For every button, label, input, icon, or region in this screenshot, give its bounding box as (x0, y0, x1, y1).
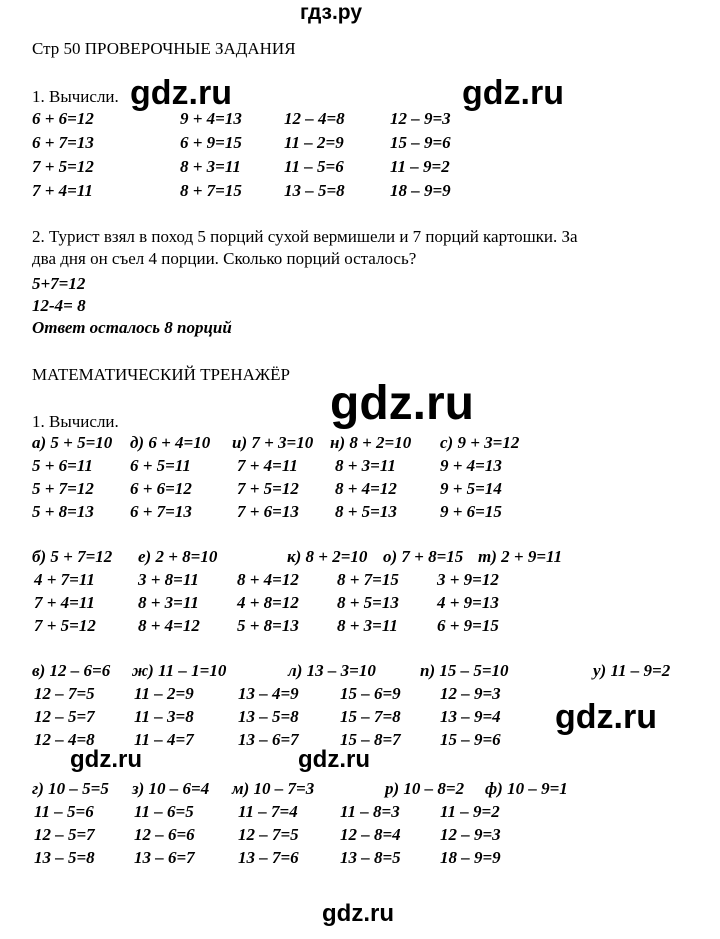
trainer-expression: 8 + 3=11 (138, 593, 199, 612)
trainer-expression-labeled: в) 12 – 6=6 (32, 661, 111, 680)
trainer-expression: 13 – 5=8 (34, 848, 95, 867)
trainer-expression: 5 + 6=11 (32, 456, 93, 475)
trainer-expression: 11 – 5=6 (34, 802, 94, 821)
trainer-expression: 6 + 9=15 (437, 616, 499, 635)
task2-answer: Ответ осталось 8 порций (32, 318, 232, 337)
trainer-expression-labeled: д) 6 + 4=10 (130, 433, 211, 452)
task1-expression: 8 + 7=15 (180, 181, 242, 200)
trainer-expression: 12 – 7=5 (34, 684, 95, 703)
task2-text-line1: 2. Турист взял в поход 5 порций сухой вермишели и 7 порций картошки. За (32, 227, 578, 246)
trainer-expression: 13 – 6=7 (238, 730, 299, 749)
trainer-expression: 12 – 7=5 (238, 825, 299, 844)
trainer-expression: 13 – 4=9 (238, 684, 299, 703)
trainer-expression: 8 + 4=12 (138, 616, 200, 635)
trainer-expression: 11 – 9=2 (440, 802, 500, 821)
trainer-expression: 12 – 8=4 (340, 825, 401, 844)
trainer-expression-labeled: и) 7 + 3=10 (232, 433, 314, 452)
trainer-expression: 12 – 4=8 (34, 730, 95, 749)
task1-label: 1. Вычисли. (32, 87, 119, 106)
task1-expression: 11 – 2=9 (284, 133, 344, 152)
trainer-expression: 3 + 8=11 (138, 570, 199, 589)
task1-expression: 11 – 9=2 (390, 157, 450, 176)
trainer-expression-labeled: г) 10 – 5=5 (32, 779, 109, 798)
trainer-expression: 6 + 5=11 (130, 456, 191, 475)
trainer-expression: 8 + 5=13 (337, 593, 399, 612)
trainer-expression-labeled: л) 13 – 3=10 (288, 661, 376, 680)
trainer-expression: 13 – 7=6 (238, 848, 299, 867)
trainer-expression: 11 – 3=8 (134, 707, 194, 726)
trainer-expression: 13 – 8=5 (340, 848, 401, 867)
trainer-expression: 6 + 7=13 (130, 502, 192, 521)
trainer-expression: 13 – 6=7 (134, 848, 195, 867)
trainer-expression-labeled: п) 15 – 5=10 (420, 661, 509, 680)
trainer-expression-labeled: ж) 11 – 1=10 (132, 661, 227, 680)
trainer-expression-labeled: б) 5 + 7=12 (32, 547, 113, 566)
trainer-expression: 11 – 6=5 (134, 802, 194, 821)
trainer-expression: 8 + 3=11 (335, 456, 396, 475)
section-title-check-tasks: Стр 50 ПРОВЕРОЧНЫЕ ЗАДАНИЯ (32, 39, 296, 58)
trainer-expression-labeled: з) 10 – 6=4 (132, 779, 210, 798)
trainer-expression: 4 + 7=11 (34, 570, 95, 589)
trainer-expression: 3 + 9=12 (437, 570, 499, 589)
task1-expression: 13 – 5=8 (284, 181, 345, 200)
trainer-expression: 4 + 9=13 (437, 593, 499, 612)
trainer-expression: 12 – 5=7 (34, 707, 95, 726)
task1-expression: 7 + 4=11 (32, 181, 93, 200)
task1-expression: 9 + 4=13 (180, 109, 242, 128)
watermark: gdz.ru (298, 746, 370, 773)
trainer-expression: 15 – 6=9 (340, 684, 401, 703)
trainer-expression: 15 – 8=7 (340, 730, 401, 749)
watermark: gdz.ru (462, 74, 564, 112)
trainer-expression-labeled: а) 5 + 5=10 (32, 433, 113, 452)
trainer-expression: 11 – 8=3 (340, 802, 400, 821)
task1-expression: 18 – 9=9 (390, 181, 451, 200)
trainer-expression: 7 + 5=12 (237, 479, 299, 498)
trainer-expression: 13 – 5=8 (238, 707, 299, 726)
trainer-expression-labeled: о) 7 + 8=15 (383, 547, 464, 566)
trainer-expression-labeled: с) 9 + 3=12 (440, 433, 520, 452)
task1-expression: 12 – 9=3 (390, 109, 451, 128)
trainer-expression: 8 + 7=15 (337, 570, 399, 589)
trainer-expression-labeled: к) 8 + 2=10 (287, 547, 368, 566)
trainer-expression: 8 + 4=12 (335, 479, 397, 498)
task1-expression: 8 + 3=11 (180, 157, 241, 176)
trainer-expression: 4 + 8=12 (237, 593, 299, 612)
task1-expression: 6 + 9=15 (180, 133, 242, 152)
task2-text-line2: два дня он съел 4 порции. Сколько порций осталось? (32, 249, 417, 268)
watermark: gdz.ru (130, 74, 232, 112)
trainer-expression: 7 + 5=12 (34, 616, 96, 635)
trainer-expression-labeled: м) 10 – 7=3 (232, 779, 315, 798)
trainer-expression: 9 + 5=14 (440, 479, 502, 498)
task2-step2: 12-4= 8 (32, 296, 86, 315)
watermark: gdz.ru (555, 698, 657, 736)
task1-expression: 11 – 5=6 (284, 157, 344, 176)
trainer-expression-labeled: н) 8 + 2=10 (330, 433, 412, 452)
trainer-expression: 12 – 9=3 (440, 684, 501, 703)
trainer-expression-labeled: е) 2 + 8=10 (138, 547, 218, 566)
trainer-expression: 5 + 7=12 (32, 479, 94, 498)
trainer-expression-labeled: у) 11 – 9=2 (593, 661, 671, 680)
trainer-expression: 15 – 7=8 (340, 707, 401, 726)
trainer-expression: 5 + 8=13 (32, 502, 94, 521)
task1-expression: 15 – 9=6 (390, 133, 451, 152)
task1-expression: 6 + 6=12 (32, 109, 94, 128)
trainer-expression: 7 + 4=11 (237, 456, 298, 475)
trainer-expression: 12 – 9=3 (440, 825, 501, 844)
watermark: gdz.ru (322, 900, 394, 927)
trainer-expression: 9 + 4=13 (440, 456, 502, 475)
trainer-expression: 15 – 9=6 (440, 730, 501, 749)
trainer-task-label: 1. Вычисли. (32, 412, 119, 431)
trainer-expression: 11 – 7=4 (238, 802, 298, 821)
trainer-expression-labeled: р) 10 – 8=2 (385, 779, 465, 798)
task1-expression: 12 – 4=8 (284, 109, 345, 128)
trainer-expression: 9 + 6=15 (440, 502, 502, 521)
watermark: gdz.ru (70, 746, 142, 773)
trainer-expression: 7 + 4=11 (34, 593, 95, 612)
trainer-expression: 8 + 4=12 (237, 570, 299, 589)
trainer-expression-labeled: т) 2 + 9=11 (478, 547, 563, 566)
trainer-expression: 8 + 3=11 (337, 616, 398, 635)
trainer-expression: 5 + 8=13 (237, 616, 299, 635)
task2-step1: 5+7=12 (32, 274, 86, 293)
header-watermark: гдз.ру (300, 1, 363, 24)
trainer-expression: 11 – 2=9 (134, 684, 194, 703)
trainer-expression: 13 – 9=4 (440, 707, 501, 726)
trainer-expression: 12 – 5=7 (34, 825, 95, 844)
trainer-expression: 8 + 5=13 (335, 502, 397, 521)
task1-expression: 6 + 7=13 (32, 133, 94, 152)
trainer-expression: 6 + 6=12 (130, 479, 192, 498)
trainer-expression: 18 – 9=9 (440, 848, 501, 867)
watermark: gdz.ru (330, 377, 474, 430)
trainer-expression: 11 – 4=7 (134, 730, 194, 749)
trainer-expression: 12 – 6=6 (134, 825, 195, 844)
section-title-trainer: МАТЕМАТИЧЕСКИЙ ТРЕНАЖЁР (32, 365, 290, 384)
trainer-expression: 7 + 6=13 (237, 502, 299, 521)
task1-expression: 7 + 5=12 (32, 157, 94, 176)
trainer-expression-labeled: ф) 10 – 9=1 (485, 779, 568, 798)
